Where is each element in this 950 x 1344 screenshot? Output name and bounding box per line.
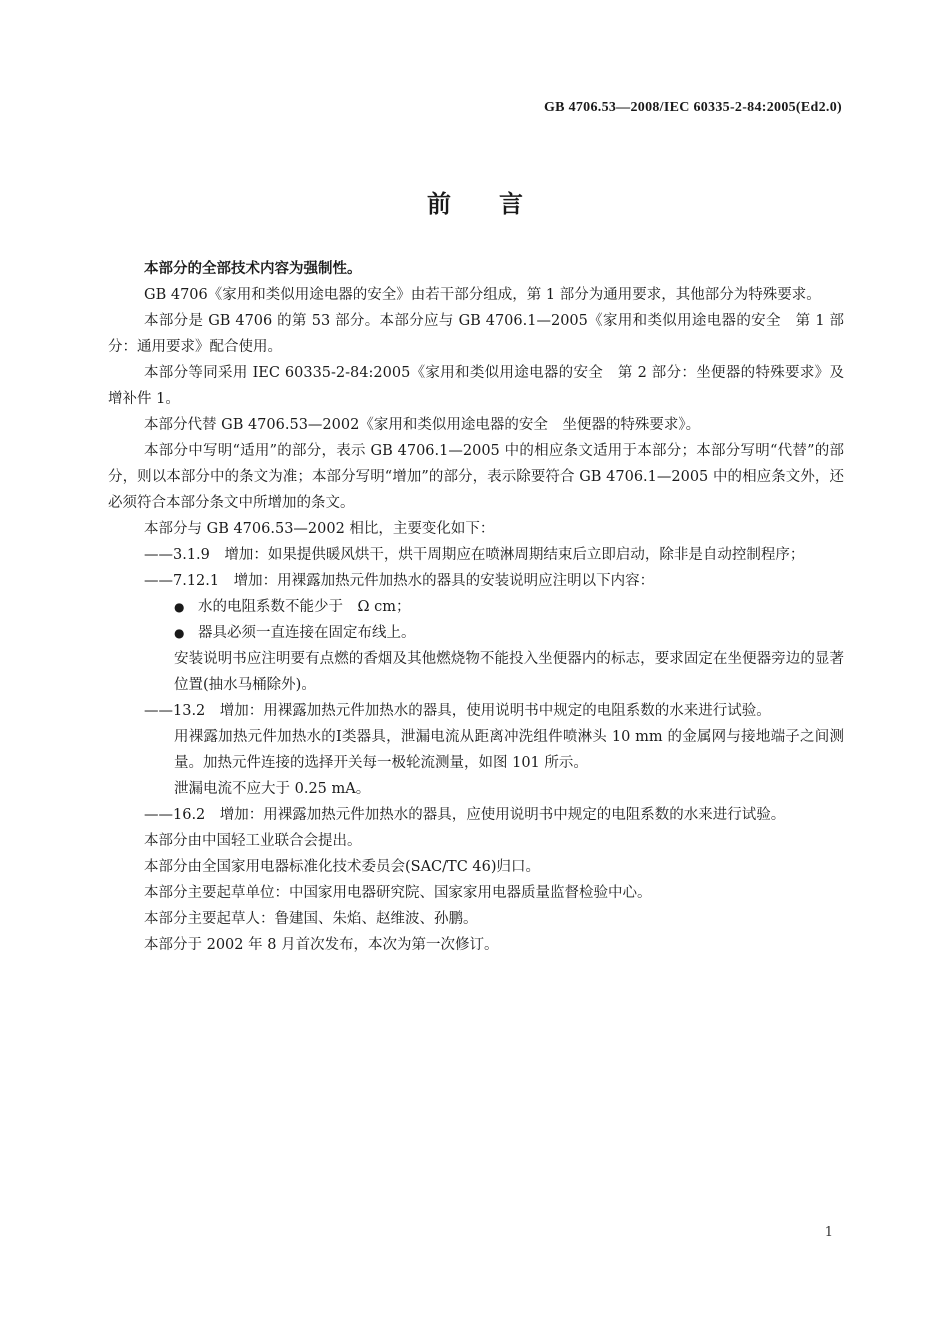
page-title: 前言 xyxy=(427,190,571,218)
page-number: 1 xyxy=(824,1225,833,1240)
paragraph-part-info: 本部分是 GB 4706 的第 53 部分。本部分应与 GB 4706.1—2005《家用和类似用途电器的安全 第 1 部分：通用要求》配合使用。 xyxy=(108,313,844,355)
paragraph-drafting-units: 本部分主要起草单位：中国家用电器研究院、国家家用电器质量监督检验中心。 xyxy=(144,885,652,901)
change-item-text: 用裸露加热元件加热水的器具的安装说明应注明以下内容： xyxy=(277,573,655,589)
change-item-text: 如果提供暖风烘干，烘干周期应在喷淋周期结束后立即启动，除非是自动控制程序； xyxy=(267,547,805,563)
change-item xyxy=(108,542,844,568)
document-code: GB 4706.53—2008/IEC 60335-2-84:2005(Ed2.0) xyxy=(543,100,842,115)
paragraph-terms: 本部分中写明“适用”的部分，表示 GB 4706.1—2005 中的相应条文适用于本部分；本部分写明“代替”的部分，则以本部分中的条文为准；本部分写明“增加”的部分，表示除要符合 GB 4706.1—2005 中的相应条文外，还必须符合本部分条文中所增加的条文。 xyxy=(108,443,844,511)
change-item-lead: ——13.2 增加： xyxy=(144,703,264,719)
change-item xyxy=(108,568,844,594)
paragraph-replacement: 本部分代替 GB 4706.53—2002《家用和类似用途电器的安全 坐便器的特殊要求》。 xyxy=(144,417,701,433)
bullet-icon: ● xyxy=(174,626,185,640)
change-continuation: 泄漏电流不应大于 0.25 mA。 xyxy=(174,781,371,797)
paragraph-history: 本部分于 2002 年 8 月首次发布，本次为第一次修订。 xyxy=(144,937,499,953)
foreword-body xyxy=(108,256,844,958)
paragraph-proposer: 本部分由中国轻工业联合会提出。 xyxy=(144,833,362,849)
bullet-item xyxy=(108,620,844,646)
bullet-icon: ● xyxy=(174,600,185,614)
change-continuation: 用裸露加热元件加热水的Ⅰ类器具，泄漏电流从距离冲洗组件喷淋头 10 mm 的金属网与接地端子之间测量。加热元件连接的选择开关每一极轮流测量，如图 101 所示。 xyxy=(174,729,844,771)
change-item-lead: ——3.1.9 增加： xyxy=(144,547,268,563)
change-item xyxy=(108,802,844,828)
change-continuation: 安装说明书应注明要有点燃的香烟及其他燃烧物不能投入坐便器内的标志，要求固定在坐便器旁边的显著位置(抽水马桶除外)。 xyxy=(174,651,844,693)
paragraph-changes-intro: 本部分与 GB 4706.53—2002 相比，主要变化如下： xyxy=(144,521,495,537)
paragraph-drafters: 本部分主要起草人：鲁建国、朱焰、赵维波、孙鹏。 xyxy=(144,911,478,927)
change-item-text: 用裸露加热元件加热水的器具，应使用说明书中规定的电阻系数的水来进行试验。 xyxy=(263,807,786,823)
change-item xyxy=(108,698,844,724)
bullet-item xyxy=(108,594,844,620)
change-item-text: 用裸露加热元件加热水的器具，使用说明书中规定的电阻系数的水来进行试验。 xyxy=(263,703,771,719)
change-item-lead: ——7.12.1 增加： xyxy=(144,573,278,589)
bullet-text: 器具必须一直连接在固定布线上。 xyxy=(198,625,416,641)
mandatory-statement: 本部分的全部技术内容为强制性。 xyxy=(144,261,362,277)
change-item-lead: ——16.2 增加： xyxy=(144,807,264,823)
paragraph-structure: GB 4706《家用和类似用途电器的安全》由若干部分组成，第 1 部分为通用要求，其他部分为特殊要求。 xyxy=(144,287,821,303)
paragraph-committee: 本部分由全国家用电器标准化技术委员会(SAC/TC 46)归口。 xyxy=(144,859,541,875)
bullet-text: 水的电阻系数不能少于 Ω cm； xyxy=(198,599,411,615)
paragraph-adoption: 本部分等同采用 IEC 60335-2-84:2005《家用和类似用途电器的安全 第 2 部分：坐便器的特殊要求》及增补件 1。 xyxy=(108,365,844,407)
